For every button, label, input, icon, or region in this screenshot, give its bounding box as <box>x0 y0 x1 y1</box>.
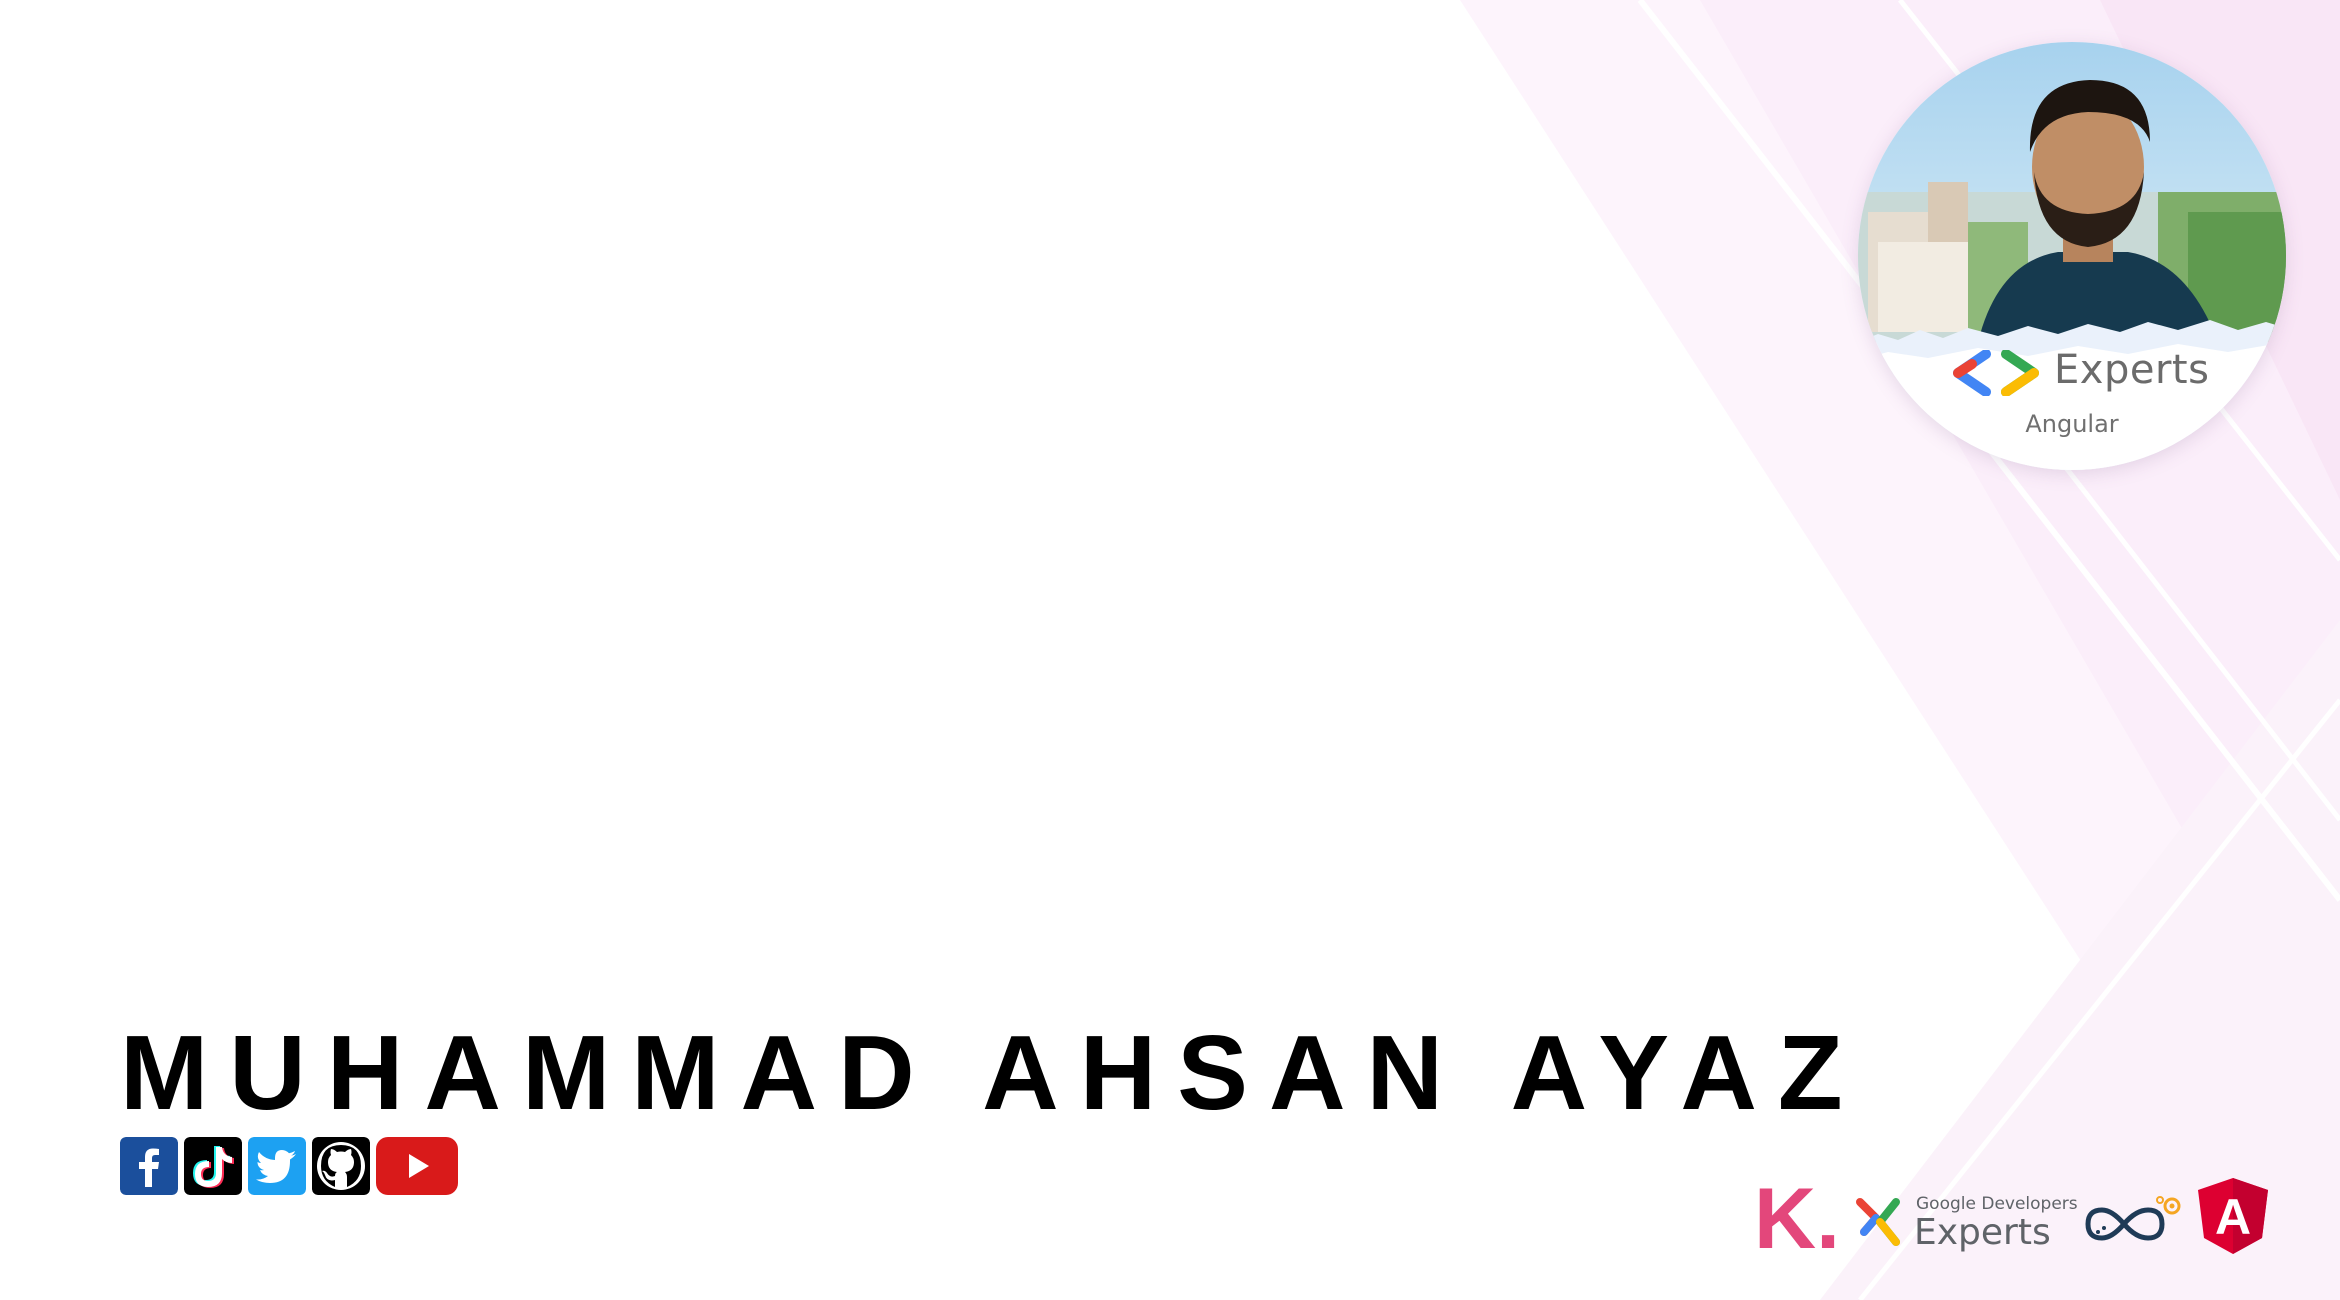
gde-brackets-icon <box>1950 350 2042 396</box>
k-logo <box>1754 1176 1846 1256</box>
social-links <box>120 1137 458 1195</box>
angular-logo-icon <box>2196 1176 2270 1256</box>
tiktok-icon[interactable] <box>184 1137 242 1195</box>
gde-logo-icon <box>1856 1196 1904 1248</box>
speaker-photo <box>1858 42 2286 470</box>
gde-logo-big-text: Experts <box>1914 1212 2051 1253</box>
angular-logo-letter: A <box>2214 1189 2252 1245</box>
twitter-icon[interactable] <box>248 1137 306 1195</box>
facebook-icon[interactable] <box>120 1137 178 1195</box>
badge-specialty-label: Angular <box>2025 410 2119 438</box>
infinity-gear-icon <box>2080 1194 2184 1250</box>
github-icon[interactable] <box>312 1137 370 1195</box>
speaker-name: MUHAMMAD AHSAN AYAZ <box>120 1014 1864 1132</box>
gde-avatar-badge <box>1858 42 2286 470</box>
k-logo-text: K. <box>1754 1176 1840 1256</box>
gde-logo-small-text: Google Developers <box>1916 1194 2078 1214</box>
badge-experts-label: Experts <box>2054 347 2210 393</box>
youtube-icon[interactable] <box>376 1137 458 1195</box>
